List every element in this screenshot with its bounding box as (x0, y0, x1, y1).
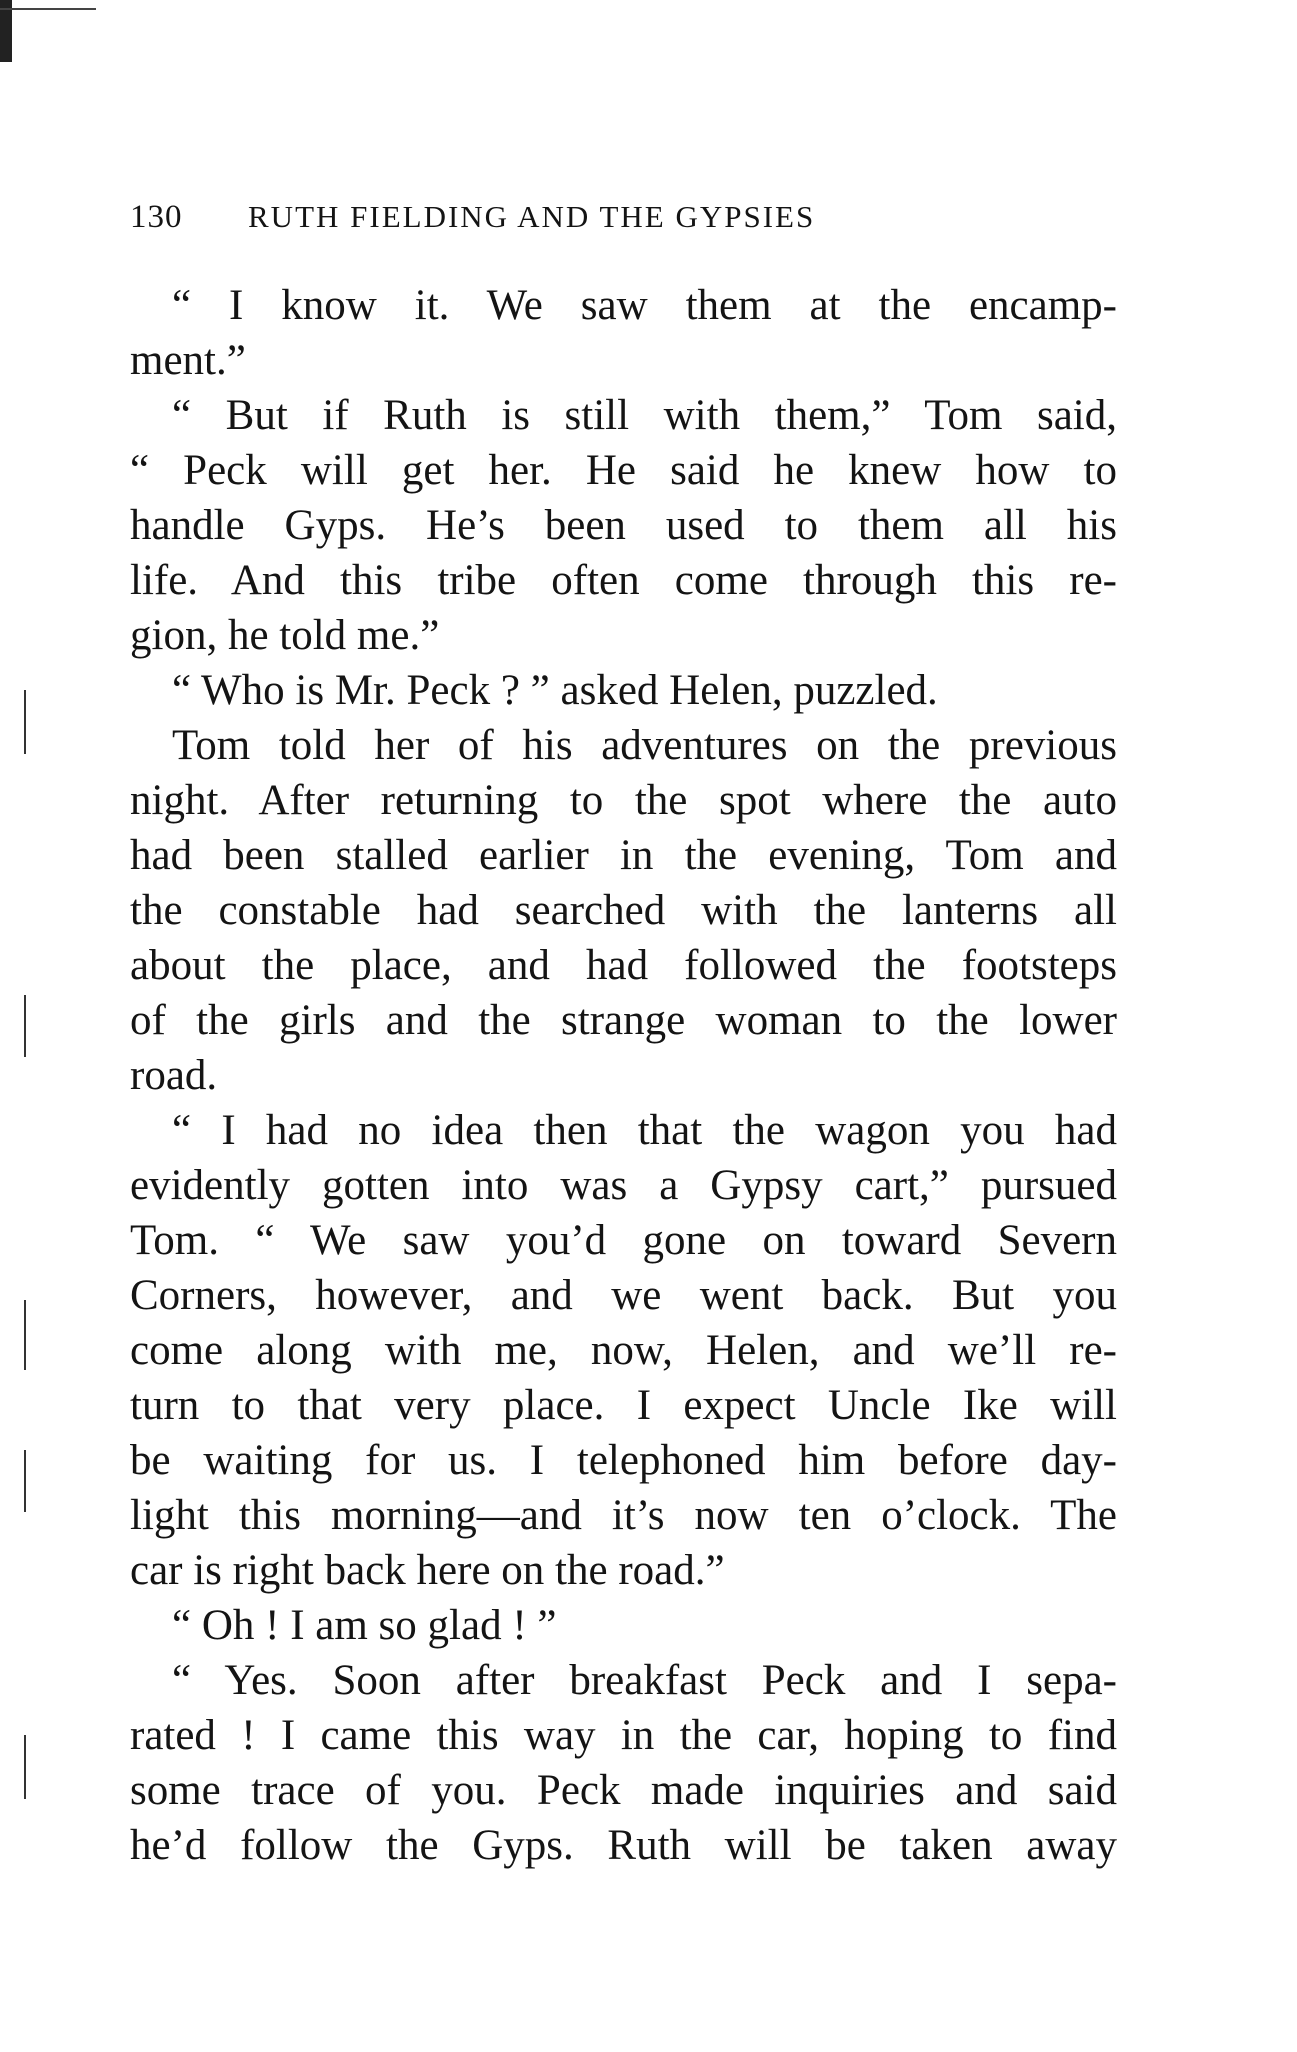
text-line: come along with me, now, Helen, and we’ll re- (130, 1327, 1117, 1374)
margin-mark (24, 690, 26, 754)
text-line: rated ! I came this way in the car, hoping to find (130, 1712, 1117, 1759)
text-line: some trace of you. Peck made inquiries and said (130, 1767, 1117, 1814)
text-line: “ I had no idea then that the wagon you had (172, 1107, 1117, 1154)
text-line: road. (130, 1052, 218, 1099)
text-line: Tom. “ We saw you’d gone on toward Severn (130, 1217, 1117, 1264)
text-line: Corners, however, and we went back. But you (130, 1272, 1117, 1319)
text-line: “ But if Ruth is still with them,” Tom said, (172, 392, 1117, 439)
text-line: he’d follow the Gyps. Ruth will be taken away (130, 1822, 1117, 1869)
text-line: Tom told her of his adventures on the previous (172, 722, 1117, 769)
text-line: “ Peck will get her. He said he knew how to (130, 447, 1117, 494)
scan-edge-line (0, 8, 96, 10)
page-number: 130 (130, 199, 183, 235)
margin-mark (24, 1450, 26, 1512)
text-line: car is right back here on the road.” (130, 1547, 725, 1594)
text-line: ment.” (130, 337, 246, 384)
text-line: “ Oh ! I am so glad ! ” (172, 1602, 557, 1649)
text-line: about the place, and had followed the footsteps (130, 942, 1117, 989)
text-line: the constable had searched with the lanterns all (130, 887, 1117, 934)
margin-mark (24, 995, 26, 1057)
text-line: gion, he told me.” (130, 612, 440, 659)
text-line: “ I know it. We saw them at the encamp- (172, 282, 1117, 329)
text-line: night. After returning to the spot where the auto (130, 777, 1117, 824)
page-header (130, 199, 1110, 239)
running-head: RUTH FIELDING AND THE GYPSIES (248, 199, 816, 234)
text-line: evidently gotten into was a Gypsy cart,” pursued (130, 1162, 1117, 1209)
text-line: light this morning—and it’s now ten o’clock. The (130, 1492, 1117, 1539)
text-line: be waiting for us. I telephoned him before day- (130, 1437, 1117, 1484)
text-line: of the girls and the strange woman to the lower (130, 997, 1117, 1044)
text-line: turn to that very place. I expect Uncle Ike will (130, 1382, 1117, 1429)
margin-mark (24, 1300, 26, 1370)
body-text (130, 278, 1117, 1873)
text-line: “ Who is Mr. Peck ? ” asked Helen, puzzled. (172, 667, 938, 714)
margin-mark (24, 1735, 26, 1799)
text-line: handle Gyps. He’s been used to them all his (130, 502, 1117, 549)
text-line: had been stalled earlier in the evening, Tom and (130, 832, 1117, 879)
text-line: life. And this tribe often come through this re- (130, 557, 1117, 604)
text-line: “ Yes. Soon after breakfast Peck and I sepa- (172, 1657, 1117, 1704)
